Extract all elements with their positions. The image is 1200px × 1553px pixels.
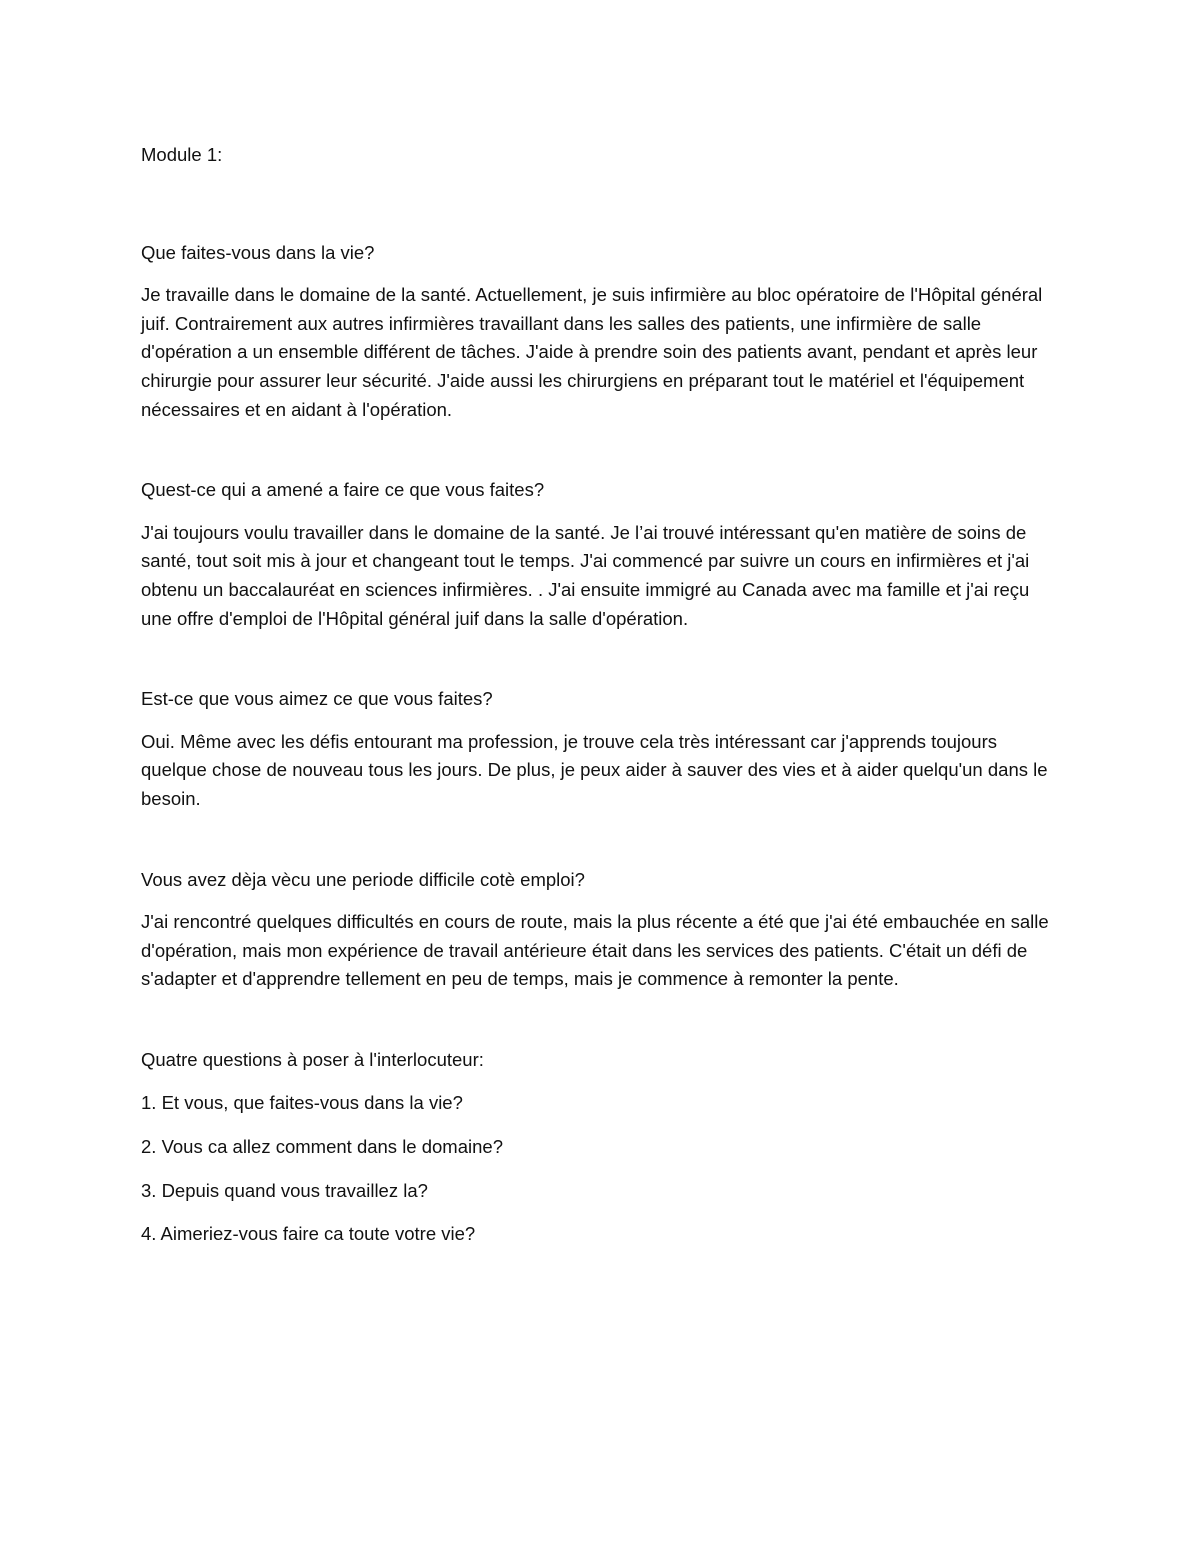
question-3: Est-ce que vous aimez ce que vous faites? xyxy=(141,688,493,710)
document-page xyxy=(141,141,1061,1301)
answer-1: Je travaille dans le domaine de la santé. Actuellement, je suis infirmière au bloc opératoire de l'Hôpital général juif. Contrairement aux autres infirmières travaillant dans les salles des patients, une infirmière de salle d'opération a un ensemble différent de tâches. J'aide à prendre soin des patients avant, pendant et après leur chirurgie pour assurer leur sécurité. J'aide aussi les chirurgiens en préparant tout le matériel et l'équipement nécessaires et en aidant à l'opération. xyxy=(141,284,1043,420)
question-1: Que faites-vous dans la vie? xyxy=(141,241,375,263)
list-item: 4. Aimeriez-vous faire ca toute votre vie? xyxy=(141,1223,476,1245)
qa-section-4 xyxy=(141,866,1061,994)
questions-section xyxy=(141,1046,1061,1249)
question-4: Vous avez dèja vècu une periode difficile cotè emploi? xyxy=(141,868,585,890)
answer-3: Oui. Même avec les défis entourant ma profession, je trouve cela très intéressant car j'apprends toujours quelque chose de nouveau tous les jours. De plus, je peux aider à sauver des vies et à aider quelqu'un dans le besoin. xyxy=(141,730,1048,809)
list-item: 3. Depuis quand vous travaillez la? xyxy=(141,1179,428,1201)
answer-4: J'ai rencontré quelques difficultés en cours de route, mais la plus récente a été que j'ai été embauchée en salle d'opération, mais mon expérience de travail antérieure était dans les services des patients. C'était un défi de s'adapter et d'apprendre tellement en peu de temps, mais je commence à remonter la pente. xyxy=(141,911,1049,990)
list-item: 2. Vous ca allez comment dans le domaine? xyxy=(141,1136,503,1158)
qa-section-1 xyxy=(141,239,1061,425)
qa-section-2 xyxy=(141,476,1061,633)
questions-heading: Quatre questions à poser à l'interlocuteur: xyxy=(141,1048,484,1070)
questions-list xyxy=(141,1089,1061,1248)
list-item: 1. Et vous, que faites-vous dans la vie? xyxy=(141,1092,463,1114)
question-2: Quest-ce qui a amené a faire ce que vous faites? xyxy=(141,479,545,501)
answer-2: J'ai toujours voulu travailler dans le domaine de la santé. Je l’ai trouvé intéressant qu'en matière de soins de santé, tout soit mis à jour et changeant tout le temps. J'ai commencé par suivre un cours en infirmières et j'ai obtenu un baccalauréat en sciences infirmières. . J'ai ensuite immigré au Canada avec ma famille et j'ai reçu une offre d'emploi de l'Hôpital général juif dans la salle d'opération. xyxy=(141,521,1030,629)
document-title: Module 1: xyxy=(141,144,223,165)
qa-section-3 xyxy=(141,685,1061,813)
